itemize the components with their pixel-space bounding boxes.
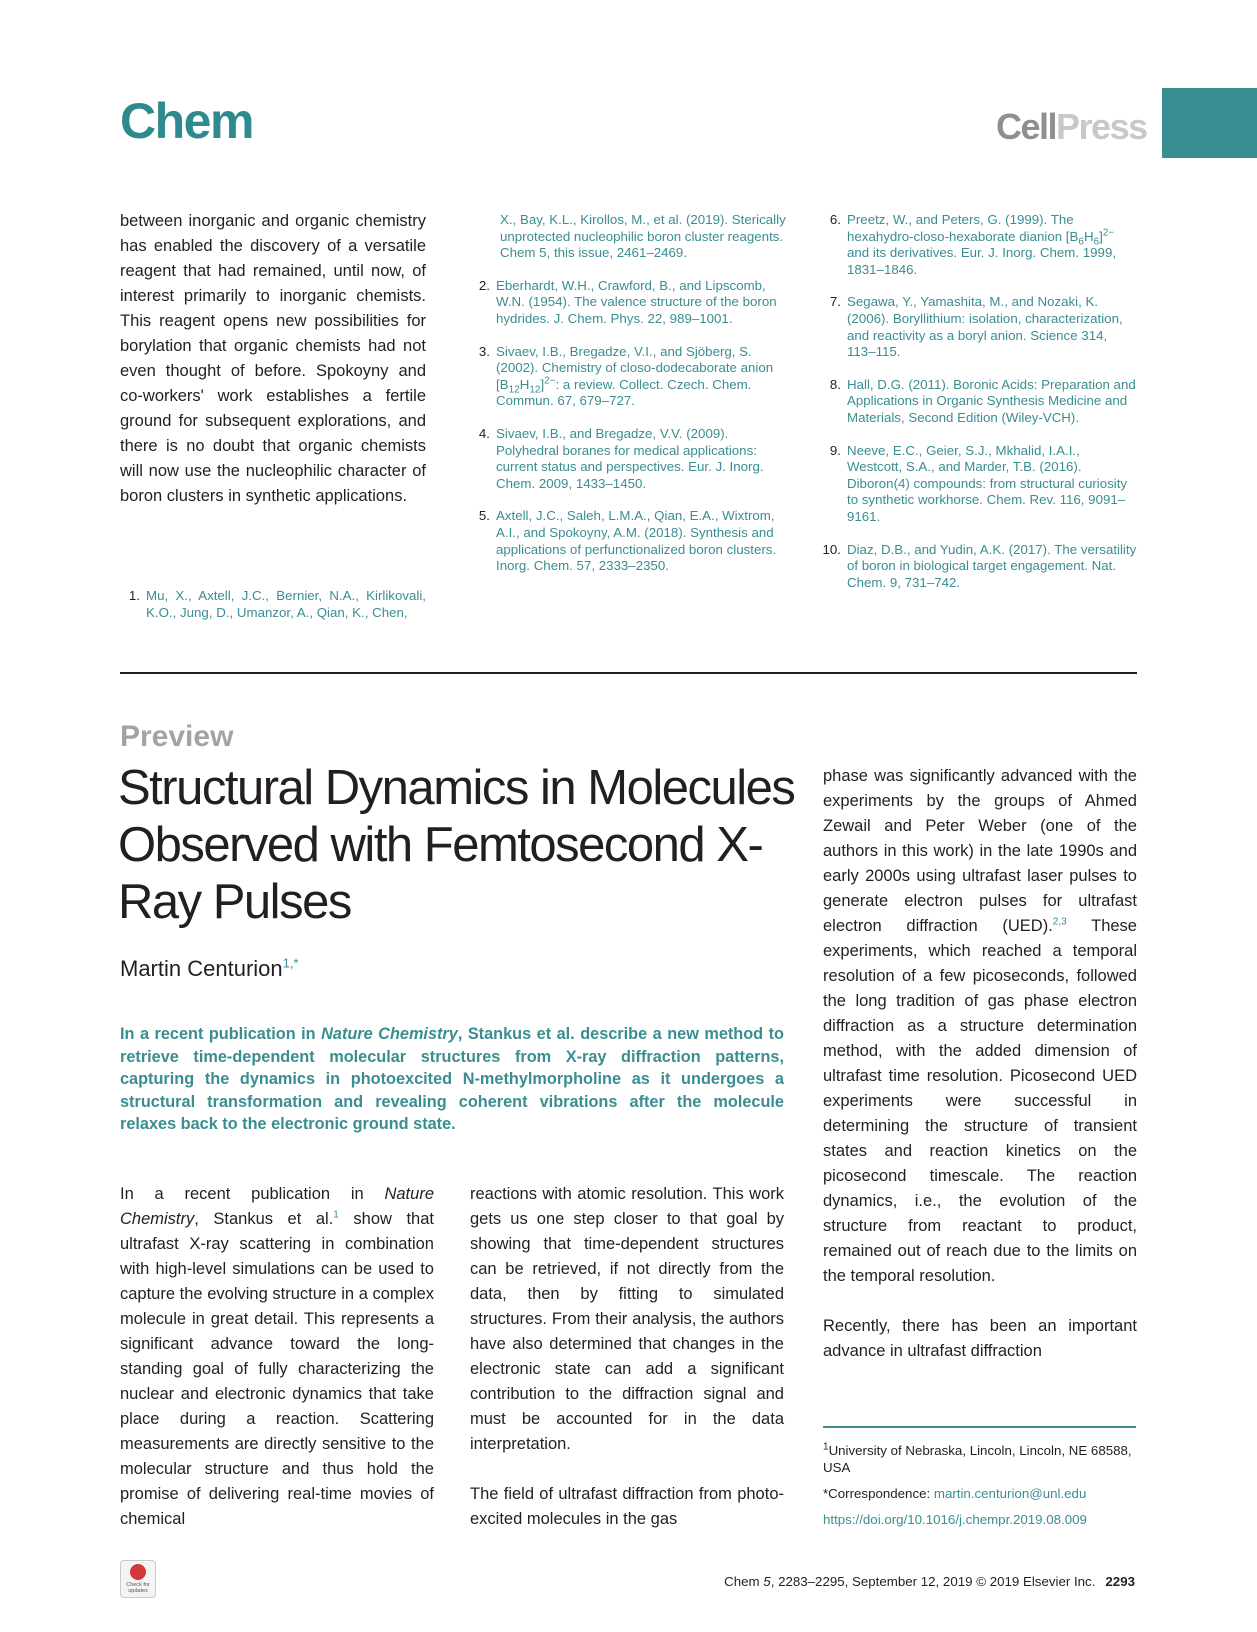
article-title: Structural Dynamics in Molecules Observed with Femtosecond X-Ray Pulses — [118, 761, 795, 929]
reference-text[interactable]: Segawa, Y., Yamashita, M., and Nozaki, K. (2006). Boryllithium: isolation, characterization, and reactivity as a boryl anion. Science 314, 113–115. — [847, 294, 1123, 360]
reference-item[interactable]: 7. Segawa, Y., Yamashita, M., and Nozaki, K. (2006). Boryllithium: isolation, characterization, and reactivity as a boryl anion. Science 314, 113–115. — [821, 294, 1137, 360]
check-for-updates-badge[interactable]: Check for updates — [120, 1560, 156, 1598]
body-paragraph: The field of ultrafast diffraction from photo-excited molecules in the gas — [470, 1485, 784, 1528]
reference-item[interactable]: 5. Axtell, J.C., Saleh, L.M.A., Qian, E.A., Wixtrom, A.I., and Spokoyny, A.M. (2018). Synthesis and applications of perfunctionalized boron clusters. Inorg. Chem. 57, 2333–2350. — [470, 508, 790, 574]
reference-text[interactable]: Preetz, W., and Peters, G. (1999). The hexahydro-closo-hexaborate dianion $[B_6H_6]^{2-}$ and its derivatives. Eur. J. Inorg. Chem. 1999, 1831–1846. — [847, 212, 1117, 277]
publisher-logo-part-a: Cell — [996, 106, 1057, 147]
reference-item[interactable]: 10. Diaz, D.B., and Yudin, A.K. (2017). The versatility of boron in biological target engagement. Nat. Chem. 9, 731–742. — [822, 541, 1137, 590]
affiliation: $^1$University of Nebraska, Lincoln, Lincoln, NE 68588, USA — [823, 1441, 1132, 1475]
reference-item-continued[interactable] — [470, 212, 790, 262]
reference-item[interactable]: 9. Neeve, E.C., Geier, S.J., Mkhalid, I.A.I., Westcott, S.A., and Marder, T.B. (2016). Diboron(4) compounds: from structural curiosity to synthetic workhorse. Chem. Rev. 116, 9091–9161. — [821, 443, 1137, 526]
reference-item[interactable]: 3. Sivaev, I.B., Bregadze, V.I., and Sjöberg, S. (2002). Chemistry of closo-dodecaborate anion $[B_{12}H_{12}]^{2-}$: a review. Collect. Czech. Chem. Commun. 67, 679–727. — [470, 344, 790, 410]
reference-list-col-2 — [470, 212, 790, 591]
journal-title: Chem — [120, 93, 253, 149]
reference-text[interactable]: Sivaev, I.B., and Bregadze, V.V. (2009). Polyhedral boranes for medical applications: current status and perspectives. Eur. J. Inorg. Chem. 2009, 1433–1450. — [496, 425, 764, 491]
affiliation-rule — [823, 1426, 1136, 1428]
correspondence-email-link[interactable]: martin.centurion@unl.edu — [933, 1486, 1087, 1501]
reference-text[interactable]: Sivaev, I.B., Bregadze, V.I., and Sjöberg, S. (2002). Chemistry of closo-dodecaborate anion $[B_{12}H_{12}]^{2-}$: a review. Collect. Czech. Chem. Commun. 67, 679–727. — [496, 343, 774, 409]
author-name[interactable]: Martin Centurion — [120, 956, 283, 981]
abstract-journal-name: Nature Chemistry — [321, 1025, 458, 1043]
reference-text[interactable]: Hall, D.G. (2011). Boronic Acids: Preparation and Applications in Organic Synthesis Medicine and Materials, Second Edition (Wiley-VCH). — [847, 376, 1136, 425]
check-for-updates-icon — [130, 1564, 146, 1580]
body-paragraph: reactions with atomic resolution. This work gets us one step closer to that goal by showing that time-dependent structures can be retrieved, if not directly from the data, then by fitting to simulated structures. From their analysis, the authors have also determined that changes in the electronic state can add a significant contribution to the diffraction signal and must be accounted for in the data interpretation. — [470, 1185, 784, 1453]
doi-link[interactable]: https://doi.org/10.1016/j.chempr.2019.08.009 — [823, 1512, 1087, 1527]
page-footer: Chem 5, 2283–2295, September 12, 2019 © 2019 Elsevier Inc. 2293 — [724, 1574, 1135, 1589]
correspondence: *Correspondence: martin.centurion@unl.edu — [823, 1486, 1087, 1501]
page-number: 2293 — [1105, 1574, 1135, 1589]
publisher-logo-part-b: Press — [1056, 106, 1147, 147]
reference-item[interactable]: 1. Mu, X., Axtell, J.C., Bernier, N.A., Kirlikovali, K.O., Jung, D., Umanzor, A., Qian, K., Chen, — [128, 588, 426, 620]
affiliation-block — [823, 1442, 1136, 1528]
reference-text[interactable]: Axtell, J.C., Saleh, L.M.A., Qian, E.A., Wixtrom, A.I., and Spokoyny, A.M. (2018). Synthesis and applications of perfunctionalized boron clusters. Inorg. Chem. 57, 2333–2350. — [496, 508, 777, 574]
reference-text[interactable]: Eberhardt, W.H., Crawford, B., and Lipscomb, W.N. (1954). The valence structure of the boron hydrides. J. Chem. Phys. 22, 989–1001. — [496, 277, 777, 326]
body-column-1: In a recent publication in Nature Chemistry, Stankus et al.$^1$ show that ultrafast X-ray scattering in combination with high-level simulations can be used to capture the evolving structure in a complex molecule in great detail. This represents a significant advance toward the long-standing goal of fully characterizing the nuclear and electronic dynamics that take place during a reaction. Scattering measurements are directly sensitive to the molecular structure and thus hold the promise of delivering real-time movies of chemical — [120, 1185, 434, 1528]
abstract: In a recent publication in Nature Chemistry, Stankus et al. describe a new method to retrieve time-dependent molecular structures from X-ray diffraction patterns, capturing the dynamics in photoexcited N-methylmorpholine as it undergoes a structural transformation and revealing coherent vibrations after the molecule relaxes back to the electronic ground state. — [120, 1025, 784, 1133]
author-affiliation-marker[interactable]: 1,* — [282, 955, 299, 971]
citation-link[interactable]: 2,3 — [1052, 916, 1067, 928]
section-label: Preview — [120, 720, 234, 753]
reference-item[interactable]: 2. Eberhardt, W.H., Crawford, B., and Lipscomb, W.N. (1954). The valence structure of the boron hydrides. J. Chem. Phys. 22, 989–1001. — [470, 278, 790, 328]
previous-article-closing: between inorganic and organic chemistry has enabled the discovery of a versatile reagent that had remained, until now, of interest primarily to inorganic chemists. This reagent opens new possibilities for borylation that organic chemists had not even thought of before. Spokoyny and co-workers' work establishes a fertile ground for subsequent explorations, and there is no doubt that organic chemists will now use the nucleophilic character of boron clusters in synthetic applications. — [120, 212, 426, 505]
body-paragraph: phase was significantly advanced with the experiments by the groups of Ahmed Zewail and Peter Weber (one of the authors in this work) in the late 1990s and early 2000s using ultrafast laser pulses to generate electron pulses for ultrafast electron diffraction (UED).$^{2,3}$ These experiments, which reached a temporal resolution of a few picoseconds, followed the long tradition of gas phase electron diffraction as a structure determination method, with the added dimension of ultrafast time resolution. Picosecond UED experiments were successful in determining the structure of transient states and reaction kinetics on the picosecond timescale. The reaction dynamics, i.e., the evolution of the structure from reactant to product, remained out of reach due to the limits on the temporal resolution. — [823, 767, 1137, 1285]
reference-text[interactable]: Mu, X., Axtell, J.C., Bernier, N.A., Kirlikovali, K.O., Jung, D., Umanzor, A., Qian, K., Chen, — [146, 588, 426, 620]
reference-item[interactable]: 4. Sivaev, I.B., and Bregadze, V.V. (2009). Polyhedral boranes for medical applications: current status and perspectives. Eur. J. Inorg. Chem. 2009, 1433–1450. — [470, 426, 790, 492]
body-column-3 — [823, 764, 1137, 1364]
edge-tab — [1162, 88, 1257, 158]
reference-list-col-1 — [120, 588, 426, 637]
reference-item[interactable]: 6. Preetz, W., and Peters, G. (1999). The hexahydro-closo-hexaborate dianion $[B_6H_6]^{2-}$ and its derivatives. Eur. J. Inorg. Chem. 1999, 1831–1846. — [821, 212, 1137, 278]
publisher-logo — [996, 106, 1147, 148]
reference-item[interactable]: 8. Hall, D.G. (2011). Boronic Acids: Preparation and Applications in Organic Synthesis Medicine and Materials, Second Edition (Wiley-VCH). — [829, 376, 1136, 425]
reference-list-col-3 — [821, 212, 1137, 607]
author-byline — [120, 956, 299, 982]
body-paragraph: Recently, there has been an important advance in ultrafast diffraction — [823, 1317, 1137, 1360]
body-column-2 — [470, 1182, 784, 1532]
citation-link[interactable]: 1 — [333, 1209, 339, 1221]
article-divider — [120, 672, 1137, 674]
reference-text[interactable]: X., Bay, K.L., Kirollos, M., et al. (2019). Sterically unprotected nucleophilic boron cluster reagents. Chem 5, this issue, 2461–2469. — [500, 212, 786, 261]
reference-text[interactable]: Diaz, D.B., and Yudin, A.K. (2017). The versatility of boron in biological target engagement. Nat. Chem. 9, 731–742. — [847, 541, 1137, 590]
reference-text[interactable]: Neeve, E.C., Geier, S.J., Mkhalid, I.A.I., Westcott, S.A., and Marder, T.B. (2016). Diboron(4) compounds: from structural curiosity to synthetic workhorse. Chem. Rev. 116, 9091–9161. — [847, 442, 1128, 524]
